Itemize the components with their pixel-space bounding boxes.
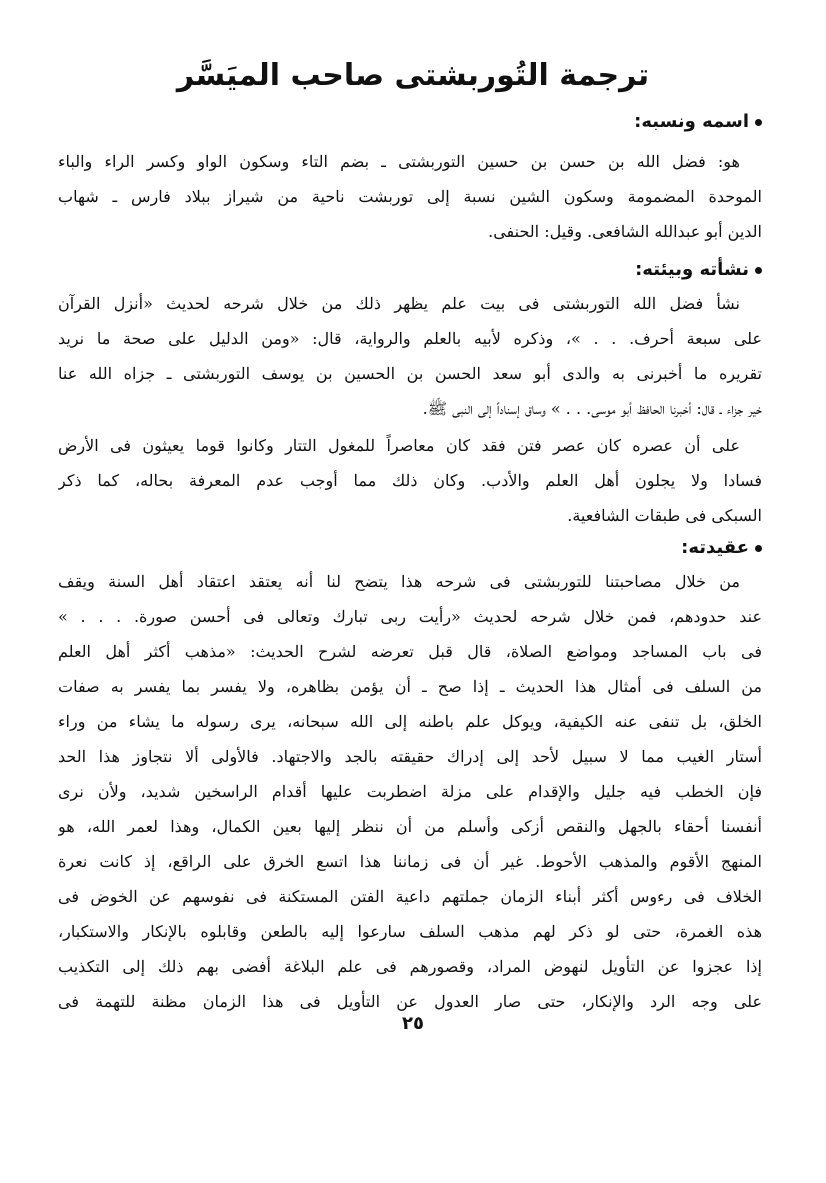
text-line: عند حدودهم، فمن خلال شرحه لحديث «رأيت ربى تبارك وتعالى فى أحسن صورة. . . . »	[58, 607, 762, 626]
section-heading-label: عقيدته:	[681, 537, 749, 558]
text-line: من خلال مصاحبتنا للتوربشتى فى شرحه هذا يتضح لنا أنه يعتقد اعتقاد أهل السنة ويقف	[58, 572, 741, 591]
text-line: أستار الغيب مما لا سبيل لأحد إلى إدراك حقيقته بالجد والاجتهاد. فالأولى ألا نتجاوز هذا الحد	[58, 747, 762, 766]
text-line: فسادا ولا يجلون أهل العلم والأدب. وكان ذلك مما أوجب عدم المعرفة بحاله، كما ذكر	[58, 471, 762, 490]
paragraph-upbringing-1	[58, 286, 762, 426]
section-heading-name-lineage	[634, 108, 762, 136]
text-line: هو: فضل الله بن حسن بن حسين التوربشتى ـ بضم التاء وسكون الواو وكسر الراء والباء	[58, 152, 740, 171]
text-line: على أن عصره كان عصر فتن فقد كان معاصراً للمغول التتار وكانوا قوما يعيثون فى الأرض	[58, 436, 740, 455]
paragraph-creed	[58, 564, 762, 1019]
bullet-dot-icon	[755, 267, 762, 274]
text-line: تقريره ما أخبرنى به والدى أبو سعد الحسن بن الحسين بن يوسف التوربشتى ـ جزاه الله عنا	[58, 364, 762, 383]
text-line: المنهج الأقوم والمذهب الأحوط. غير أن فى زماننا هذا اتسع الخرق على الراقع، إذ كانت نعرة	[58, 852, 762, 871]
section-heading-upbringing	[635, 256, 762, 284]
text-line: هذه الغمرة، حتى لو ذكر لهم مذهب السلف سارعوا إليه بالطعن وقابلوه بالإنكار والاستكبار،	[58, 922, 762, 941]
bullet-dot-icon	[755, 119, 762, 126]
section-heading-label: نشأته وبيئته:	[635, 259, 749, 280]
paragraph-upbringing-2	[58, 428, 762, 533]
text-line: إذا عجزوا عن التأويل لنهوض المراد، وقصورهم فى علم البلاغة أفضى بهم ذلك إلى التكذيب	[58, 957, 762, 976]
section-heading-label: اسمه ونسبه:	[634, 111, 749, 132]
text-line: الموحدة المضمومة وسكون الشين نسبة إلى توربشت ناحية من شيراز ببلاد فارس ـ شهاب	[58, 187, 762, 206]
page-title: ترجمة التُوربشتى صاحب الميَسَّر	[176, 58, 650, 93]
paragraph-name-lineage	[58, 144, 762, 249]
text-line: على وجه الرد والإنكار، حتى صار العدول عن التأويل فى هذا الزمان مظنة للتهمة فى	[58, 992, 762, 1011]
text-line: على سبعة أحرف. . . »، وذكره لأبيه بالعلم والرواية، قال: «ومن الدليل على صحة ما نريد	[58, 329, 762, 348]
text-line: فإن الخطب فيه جليل والإقدام على مزلة اضطربت عليها أقدام الراسخين شديد، ولأن نرى	[58, 782, 762, 801]
text-line: خير جزاء ـ قال: أخبرنا الحافظ أبو موسى. . . » وساق إسناداً إلى النبى ﷺ.	[422, 399, 762, 418]
text-line: الدين أبو عبدالله الشافعى. وقيل: الحنفى.	[488, 222, 762, 241]
section-heading-creed	[681, 534, 762, 562]
text-line: السبكى فى طبقات الشافعية.	[567, 506, 762, 525]
page-number: ٢٥	[402, 1013, 424, 1034]
text-line: نشأ فضل الله التوربشتى فى بيت علم يظهر ذلك من خلال شرحه لحديث «أنزل القرآن	[58, 294, 740, 313]
text-line: من السلف فى أمثال هذا الحديث ـ إذا صح ـ أن يؤمن بظاهره، ولا يفسر بما يفسر به صفات	[58, 677, 762, 696]
text-line: أنفسنا أحقاء بالجهل والنقص أزكى وأسلم من أن ننظر إليها بعين الكمال، وهذا لعمر الله، هو	[58, 817, 762, 836]
text-line: فى باب المساجد ومواضع الصلاة، قال قبل تعرضه لشرح الحديث: «مذهب أكثر أهل العلم	[58, 642, 762, 661]
bullet-dot-icon	[755, 545, 762, 552]
text-line: الخلق، بل تنفى عنه الكيفية، ويوكل علم باطنه إلى الله سبحانه، يرى رسوله ما يشاء من وراء	[58, 712, 762, 731]
text-line: الخلاف فى رءوس أكثر أبناء الزمان جملتهم داعية الفتن المستكنة فى نفوسهم عن الخوض فى	[58, 887, 762, 906]
